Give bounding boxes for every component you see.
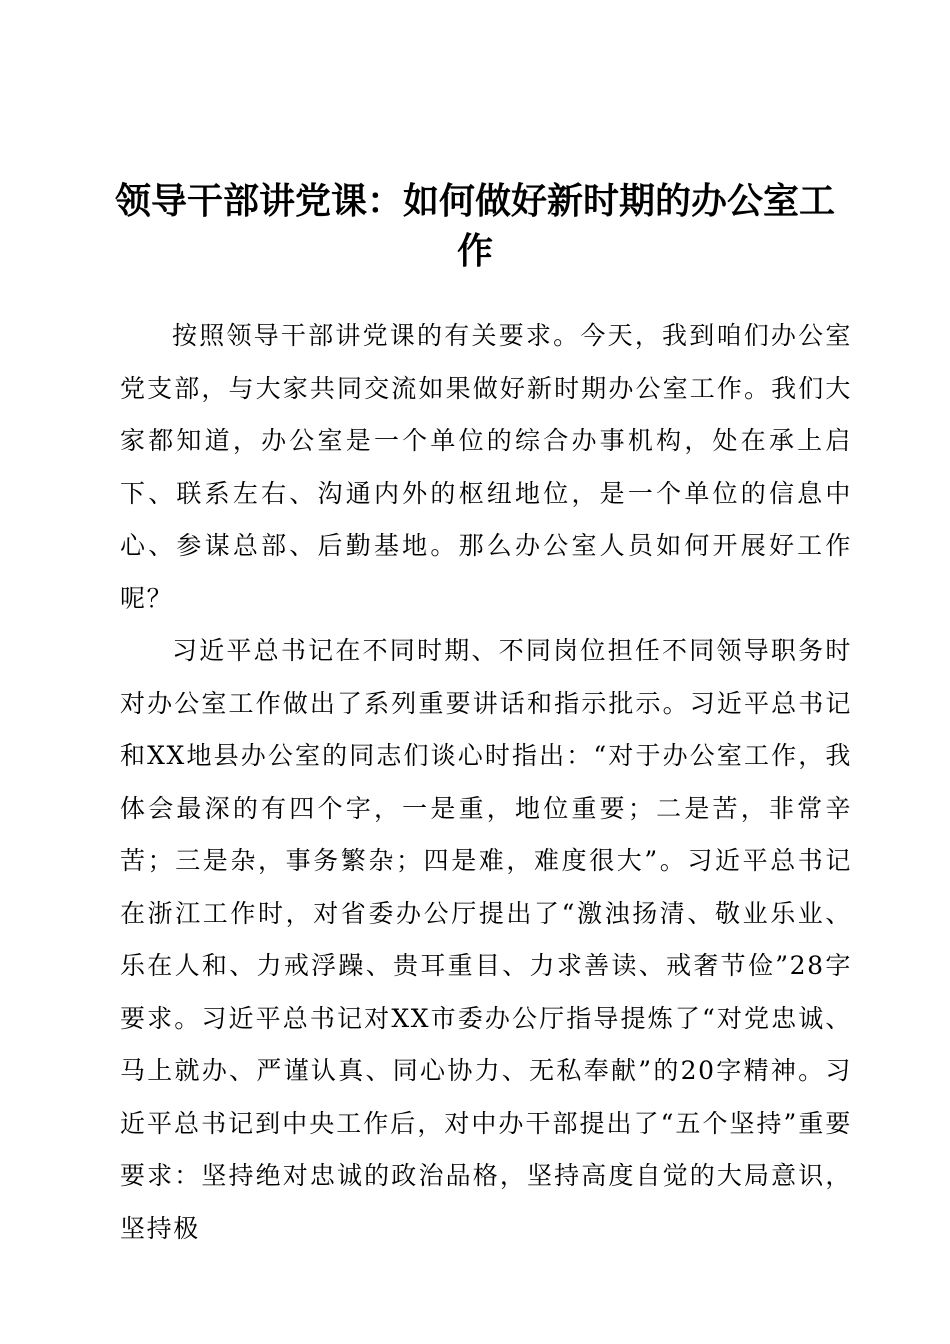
paragraph-2: 习近平总书记在不同时期、不同岗位担任不同领导职务时对办公室工作做出了系列重要讲话和指示批示。习近平总书记和XX地县办公室的同志们谈心时指出：“对于办公室工作，我体会最深的有四个字，一是重，地位重要；二是苦，非常辛苦；三是杂，事务繁杂；四是难，难度很大”。习近平总书记在浙江工作时，对省委办公厅提出了“激浊扬清、敬业乐业、乐在人和、力戒浮躁、贵耳重目、力求善读、戒奢节俭”28字要求。习近平总书记对XX市委办公厅指导提炼了“对党忠诚、马上就办、严谨认真、同心协力、无私奉献”的20字精神。习近平总书记到中央工作后，对中办干部提出了“五个坚持”重要要求：坚持绝对忠诚的政治品格，坚持高度自觉的大局意识，坚持极 — [120, 636, 852, 1243]
document-title: 领导干部讲党课：如何做好新时期的办公室工作 — [114, 180, 835, 272]
paragraph-1: 按照领导干部讲党课的有关要求。今天，我到咱们办公室党支部，与大家共同交流如果做好新时期办公室工作。我们大家都知道，办公室是一个单位的综合办事机构，处在承上启下、联系左右、沟通内外的枢纽地位，是一个单位的信息中心、参谋总部、后勤基地。那么办公室人员如何开展好工作呢？ — [120, 321, 852, 613]
document-body — [120, 310, 852, 1255]
